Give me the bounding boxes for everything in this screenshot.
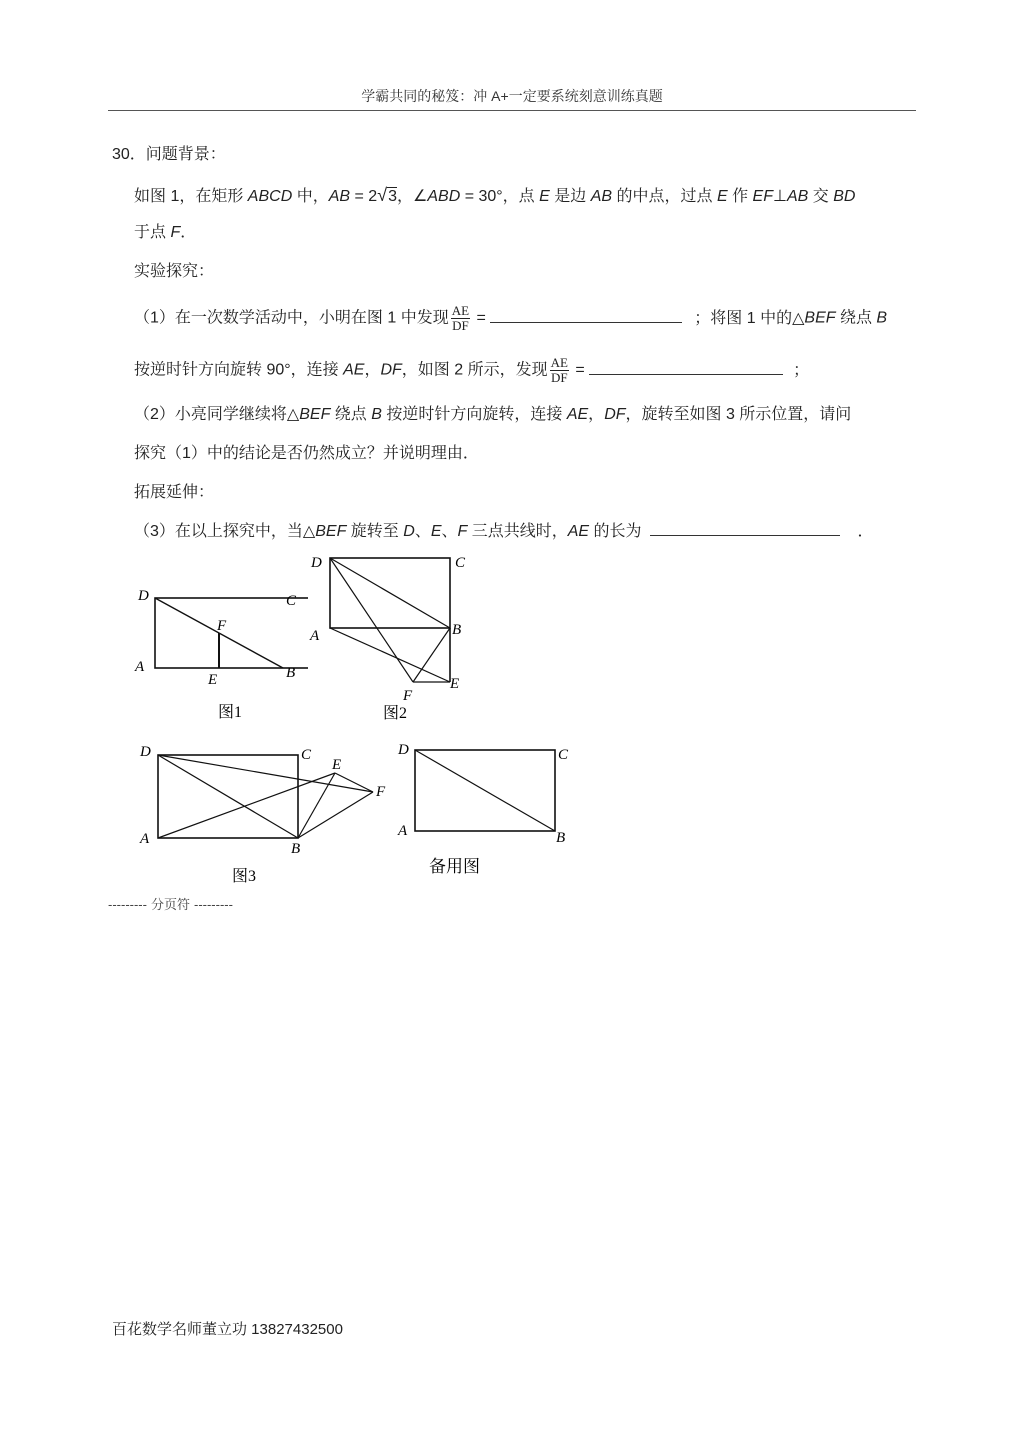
fig3-segment-bf [298,792,373,838]
spare-label-d: D [398,742,409,758]
fig2-label-a: A [310,628,320,644]
fig1-caption: 图1 [218,704,243,721]
spare-figure [393,735,583,885]
page-header [108,86,916,111]
question-1-line-1: （1）在一次数学活动中，小明在图 1 中发现 $\frac{AE}{DF}$ = ；将图 1 中的△BEF 绕点 B [134,303,888,333]
fig1-label-a: A [135,659,145,675]
page-break: --------- 分页符 --------- [108,897,233,912]
experiment-heading: 实验探究： [134,263,215,280]
fraction-ae-df-2: $\frac{AE}{DF}$ [550,355,568,385]
background-line-1: 如图 1，在矩形 ABCD 中，AB = 2√3，∠ABD = 30°，点 E 是边 AB 的中点，过点 E 作 EF⊥AB 交 BD [134,185,856,205]
fig1-label-f: F [217,618,227,634]
fraction-ae-df: $\frac{AE}{DF}$ [451,303,470,333]
answer-blank-3[interactable] [650,521,840,536]
fig3-label-c: C [301,747,312,763]
spare-label-b: B [556,830,566,846]
fig3-caption: 图3 [232,868,257,885]
figure-2 [305,550,485,725]
figure-3 [128,735,398,890]
answer-blank-2[interactable] [589,360,783,375]
answer-blank-1[interactable] [490,308,682,323]
question-2-line-2: 探究（1）中的结论是否仍然成立？并说明理由． [134,445,479,462]
fig3-segment-ae [158,773,335,838]
fig2-diagonal-db [330,558,450,628]
header-title: 学霸共同的秘笈：冲 A+一定要系统刻意训练真题 [361,88,663,104]
sqrt-symbol: √ [377,185,388,205]
spare-label-c: C [558,747,569,763]
fig2-label-d: D [311,555,322,571]
question-1-line-2: 按逆时针方向旋转 90°，连接 AE，DF，如图 2 所示，发现 $\frac{AE}{DF}$ = ； [134,355,810,385]
fig1-label-d: D [138,588,149,604]
fig1-label-e: E [208,672,218,688]
spare-label-a: A [398,823,408,839]
fig1-label-c: C [286,593,297,609]
background-line-2: 于点 F． [134,224,197,241]
fig1-label-b: B [286,665,296,681]
fig3-label-a: A [140,831,150,847]
fig2-caption: 图2 [383,705,408,722]
fig3-label-e: E [332,757,342,773]
fig3-label-b: B [291,841,301,857]
footer-text: 百花数学名师董立功 13827432500 [112,1321,343,1338]
spare-diagonal-db [415,750,555,831]
extension-heading: 拓展延伸： [134,484,215,501]
fig2-label-c: C [455,555,466,571]
fig2-label-f: F [403,688,413,704]
fig2-label-e: E [450,676,460,692]
page-footer [112,1318,343,1339]
figure-1 [128,580,308,725]
fig3-label-f: F [376,784,386,800]
fig2-segment-df [330,558,413,682]
fig2-label-b: B [452,622,462,638]
problem-number: 30．问题背景： [112,146,226,163]
spare-caption: 备用图 [429,857,480,876]
question-2-line-1: （2）小亮同学继续将△BEF 绕点 B 按逆时针方向旋转，连接 AE，DF，旋转至如图 3 所示位置，请问 [134,406,852,423]
question-3: （3）在以上探究中，当△BEF 旋转至 D、E、F 三点共线时，AE 的长为 ． [134,523,874,540]
fig3-label-d: D [140,744,151,760]
